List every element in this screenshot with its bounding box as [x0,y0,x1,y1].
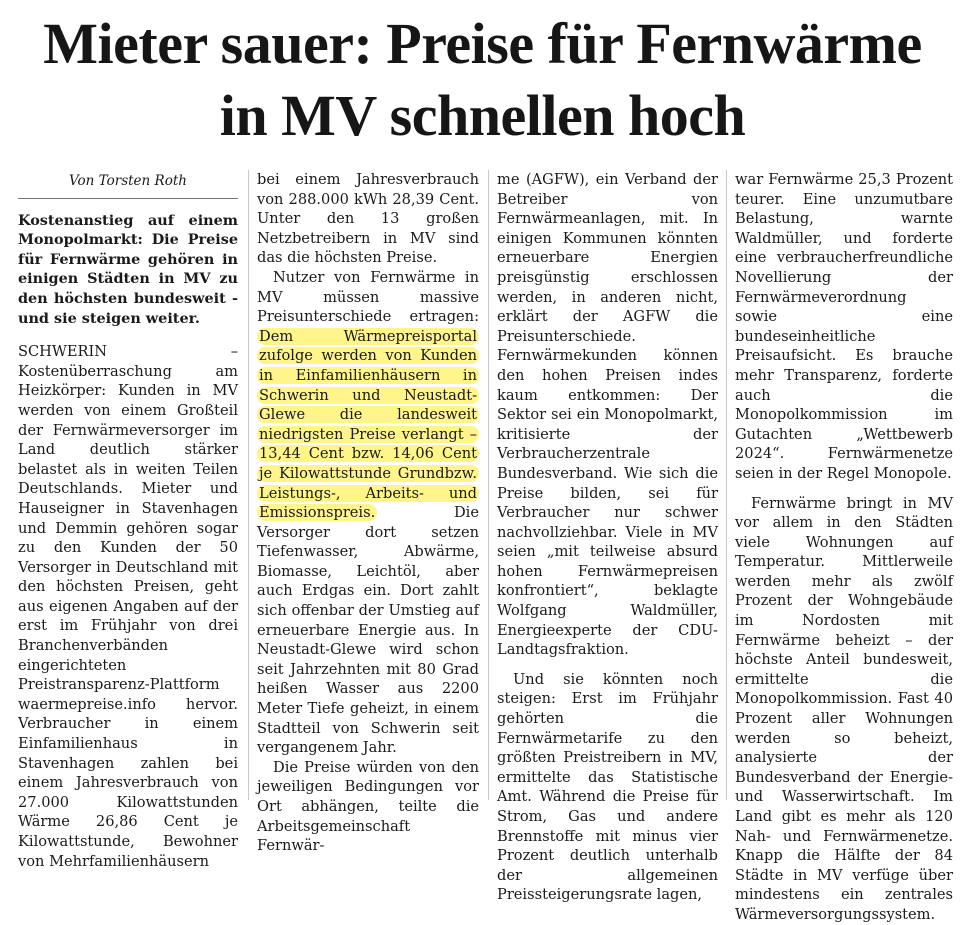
body-paragraph [257,268,479,758]
body-paragraph: bei einem Jahresverbrauch von 288.000 kWh 28,39 Cent. Unter den 13 großen Netzbetreibern in MV sind das die höchsten Preise. [257,171,479,267]
body-paragraph: Und sie könnten noch steigen: Erst im Frühjahr gehörten die Fernwärmetarife zu den größten Preistreibern in MV, ermittelte das Statistische Amt. Während die Preise für Strom, Gas und andere Brennstoffe mit minus vier Prozent deutlich unterhalb der allgemeinen Preissteigerungsrate lagen, [497,670,718,904]
text-column-3 [497,170,718,905]
body-paragraph: SCHWERIN – Kostenüberraschung am Heizkörper: Kunden in MV werden von einem Großteil der Fernwärmeversorger im Land deutlich stärker belastet als in weiten Teilen Deutschlands. Mieter und Hauseigner in Stavenhagen und Demmin gehören sogar zu den Kunden der 50 Versorger in Deutschland mit den höchsten Preisen, geht aus eigenen Angaben auf der erst im Frühjahr von drei Branchenverbänden eingerichteten Preistransparenz-Plattform waermepreise.info hervor. Verbraucher in einem Einfamilienhaus in Stavenhagen zahlen bei einem Jahresverbrauch von 27.000 Kilowattstunden Wärme 26,86 Cent je Kilowattstunde, Bewohner von Mehrfamilienhäusern [18,343,238,870]
byline: Von Torsten Roth [69,173,187,189]
lead-paragraph: Kostenanstieg auf einem Monopolmarkt: Die Preise für Fernwärme gehören in einigen Städten in MV zu den höchsten bundesweit - und sie steigen weiter. [18,211,238,327]
text-column-2 [257,170,479,856]
paragraph-text: Nutzer von Fernwärme in MV müssen massive Preisunterschiede ertragen: [257,268,479,326]
headline-line-2: in MV schnellen hoch [219,83,746,148]
body-paragraph: war Fernwärme 25,3 Prozent teurer. Eine unzumutbare Belastung, warnte Waldmüller, und forderte eine verbraucherfreundliche Novellierung der Fernwärmeverordnung sowie eine bundeseinheitliche Preisaufsicht. Es brauche mehr Transparenz, forderte auch die Monopolkommission im Gutachten „Wettbewerb 2024“. Fernwärmenetze seien in der Regel Monopole. [735,171,953,482]
body-paragraph: me (AGFW), ein Verband der Betreiber von Fernwärmeanlagen, mit. In einigen Kommunen könnten erneuerbare Energien preisgünstig erschlossen werden, in anderen nicht, erklärt der AGFW die Preisunterschiede. Fernwärmekunden können den hohen Preisen indes kaum entkommen: Der Sektor sei ein Monopolmarkt, kritisierte der Verbraucherzentrale Bundesverband. Wie sich die Preise bilden, sei für Verbraucher nur schwer nachvollziehbar. Viele in MV seien „mit teilweise absurd hohen Fernwärmepreisen konfrontiert“, beklagte Wolfgang Waldmüller, Energieexperte der CDU-Landtagsfraktion. [497,171,718,659]
byline-divider [18,198,238,199]
paragraph-text: Die Versorger dort setzen Tiefenwasser, Abwärme, Biomasse, Leichtöl, aber auch Erdgas ein. Dort zahlt sich offenbar der Umstieg auf erneuerbare Energie aus. In Neustadt-Glewe wird schon seit Jahrzehnten mit 80 Grad heißen Wasser aus 2200 Meter Tiefe geheizt, in einem Stadtteil von Schwerin seit vergangenem Jahr. [257,504,479,757]
column-divider [726,170,727,800]
column-divider [488,170,489,800]
highlighted-text: Dem Wärmepreisportal zufolge werden von Kunden in Einfamilienhäusern in Schwerin und Neustadt-Glewe die landesweit niedrigsten Preise verlangt – 13,44 Cent bzw. 14,06 Cent je Kilowattstunde Grundbzw. Leistungs-, Arbeits- und Emissionspreis. [259,327,477,522]
body-paragraph: Fernwärme bringt in MV vor allem in den Städten viele Wohnungen auf Temperatur. Mittlerweile werden mehr als zwölf Prozent der Wohngebäude im Nordosten mit Fernwärme beheizt – der höchste Anteil bundesweit, ermittelte die Monopolkommission. Fast 40 Prozent aller Wohnungen werden so beheizt, analysierte der Bundesverband der Energie- und Wasserwirtschaft. Im Land gibt es mehr als 120 Nah- und Fernwärmenetze. Knapp die Hälfte der 84 Städte in MV verfüge über mindestens ein zentrales Wärmeversorgungssystem. [735,494,953,923]
text-column-1 [18,170,238,871]
headline-line-1: Mieter sauer: Preise für Fernwärme [43,11,922,76]
column-divider [248,170,249,800]
article-headline [0,8,965,152]
text-column-4 [735,170,953,925]
body-paragraph: Die Preise würden von den jeweiligen Bedingungen vor Ort abhängen, teilte die Arbeitsgemeinschaft Fernwär- [257,758,479,855]
